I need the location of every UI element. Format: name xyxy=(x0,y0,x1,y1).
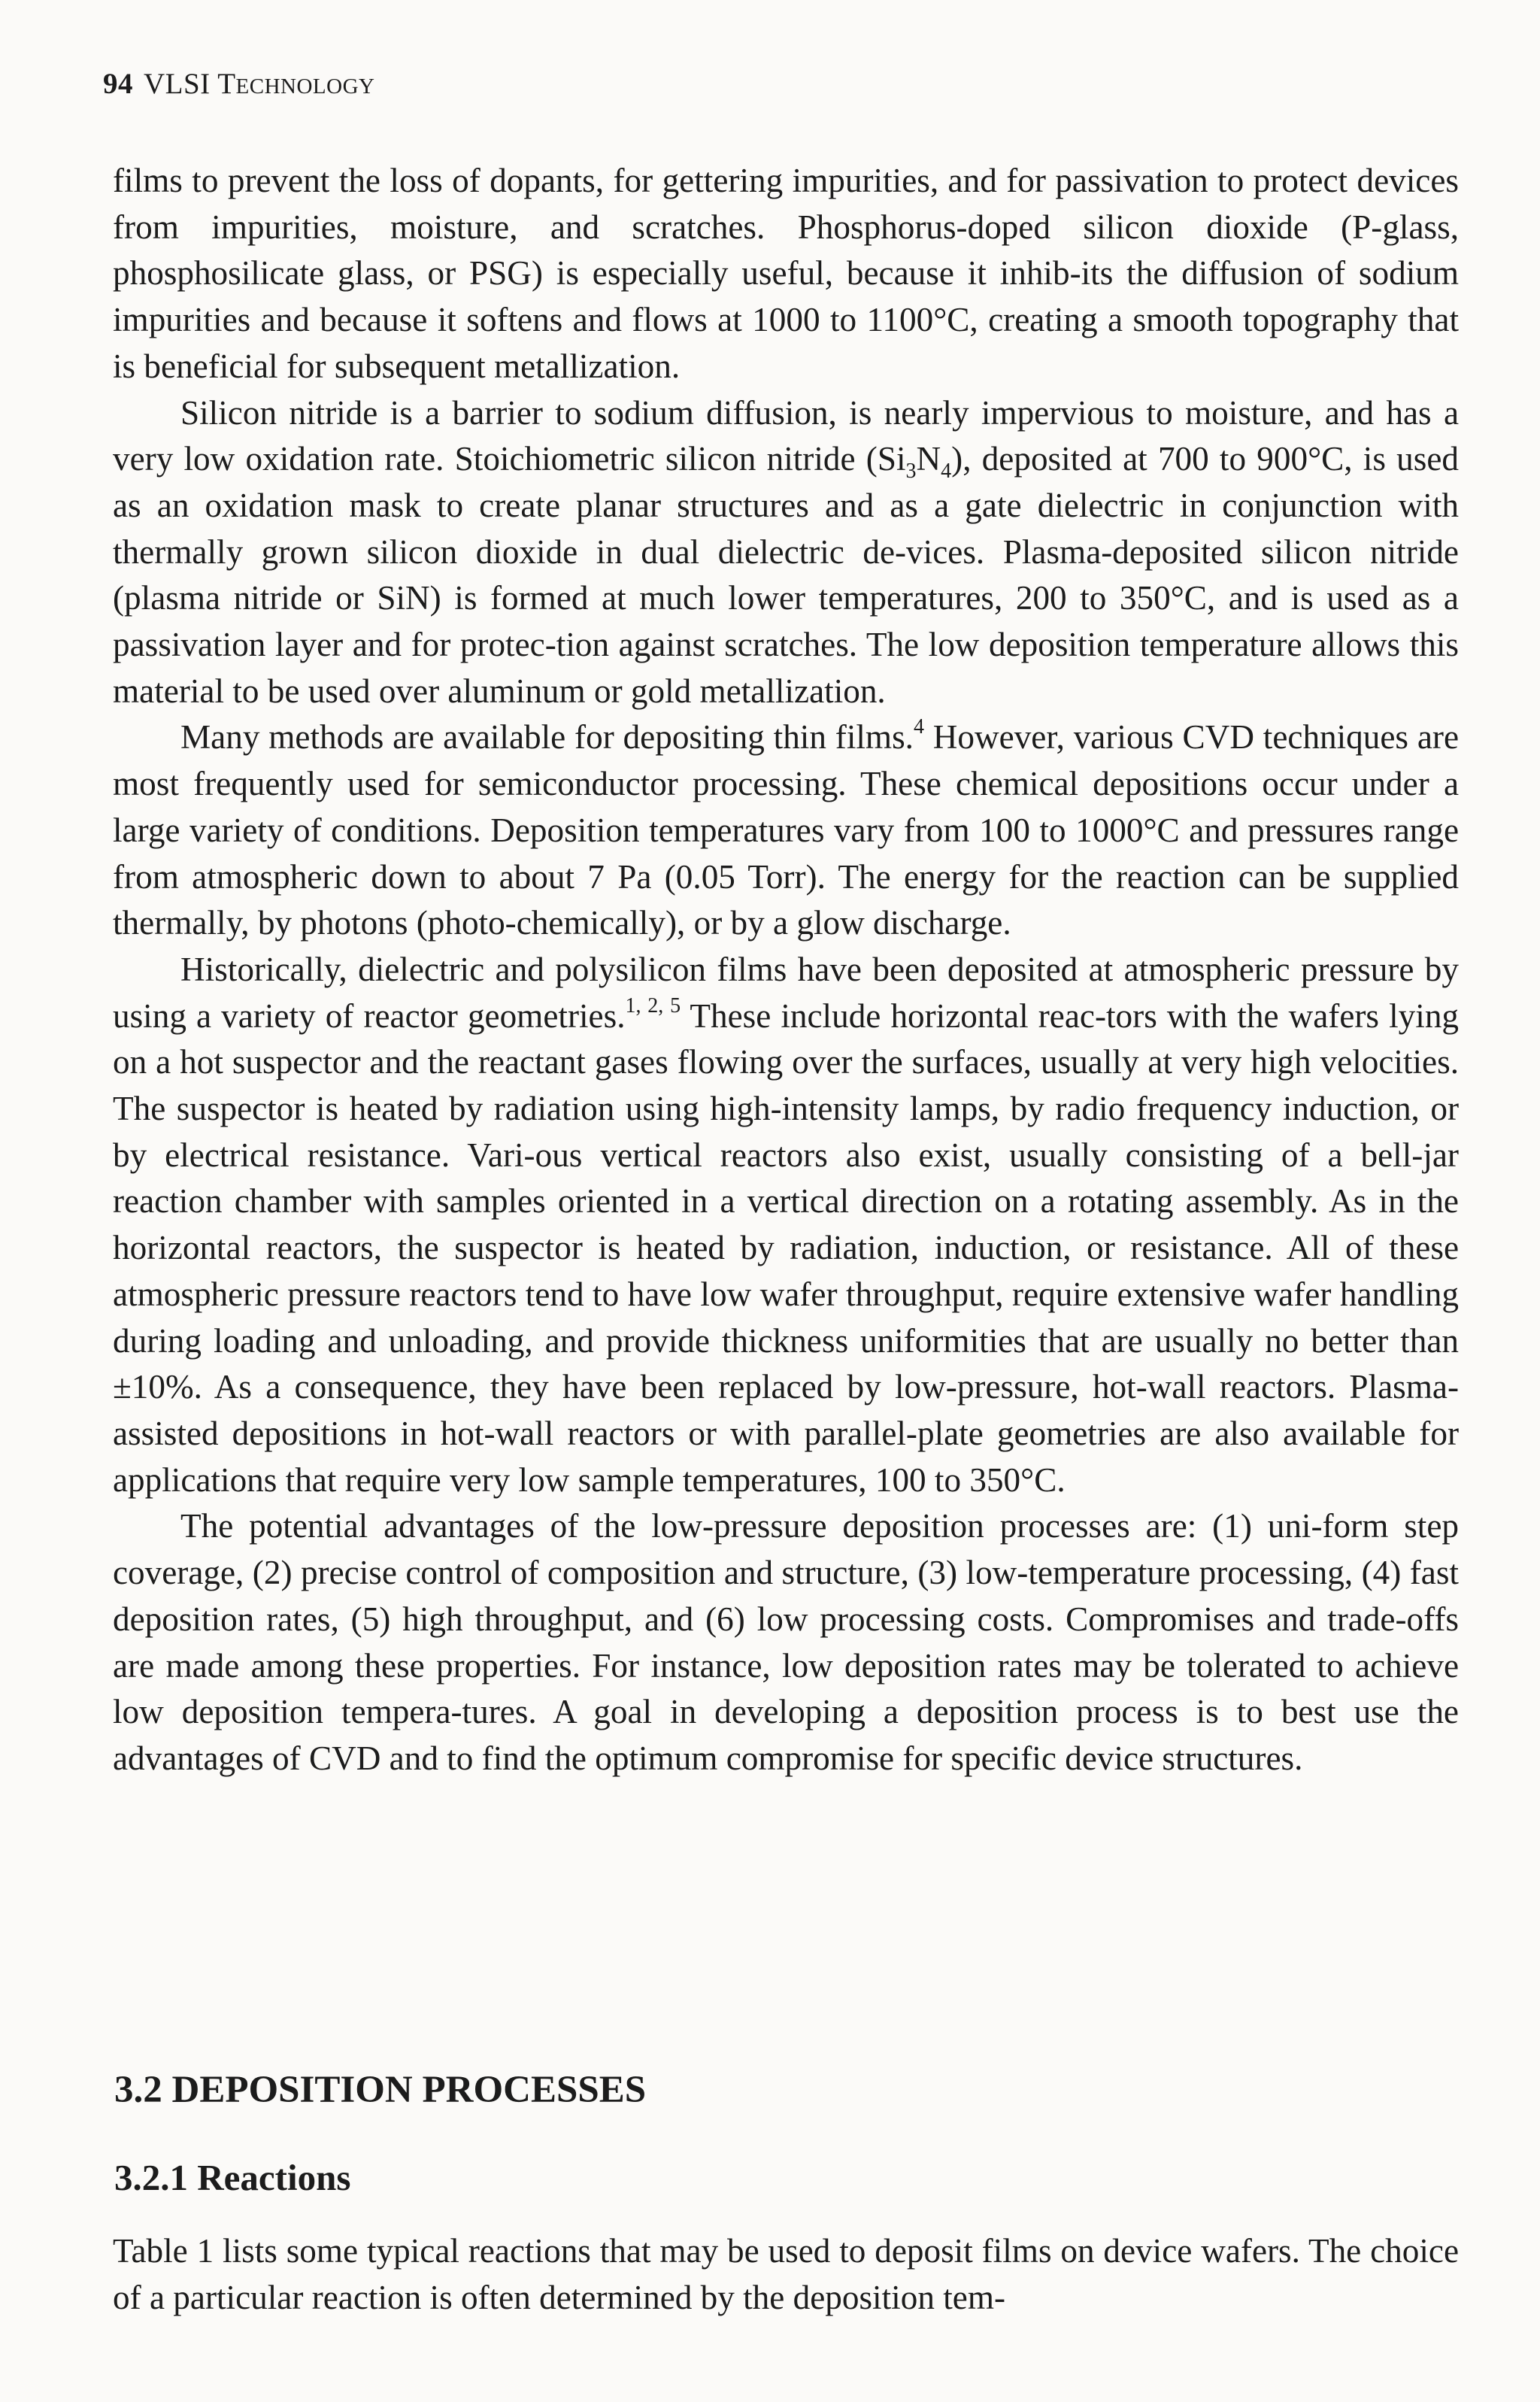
footnote-ref: 4 xyxy=(913,715,924,739)
text-run: The potential advantages of the low-pressure deposition processes are: (1) uni-form step coverage, (2) precise control of composition and structure, (3) low-temperature processing, (4) fast deposition rates, (5) high throughput, and (6) low processing costs. Compromises and trade-offs are made among these properties. For instance, low deposition rates may be tolerated to achieve low deposition tempera-tures. A goal in developing a deposition process is to best use the advantages of CVD and to find the optimum compromise for specific device structures. xyxy=(113,1507,1459,1777)
subscript: 4 xyxy=(941,459,952,484)
paragraph xyxy=(113,1503,1459,1782)
paragraph xyxy=(113,947,1459,1503)
subsection-heading: 3.2.1 Reactions xyxy=(114,2157,351,2198)
running-head xyxy=(103,65,374,106)
running-title-initial: T xyxy=(217,68,236,100)
paragraph: Table 1 lists some typical reactions that may be used to deposit films on device wafers. The choice of a particular reaction is often determined by the deposition tem- xyxy=(113,2232,1459,2316)
text-run: However, various CVD techniques are most frequently used for semiconductor processing. These chemical depositions occur under a large variety of conditions. Deposition temperatures vary from 100 to 1000°C and pressures range from atmospheric down to about 7 Pa (0.05 Torr). The energy for the reaction can be supplied thermally, by photons (photo-chemically), or by a glow discharge. xyxy=(113,718,1459,942)
text-run: ), deposited at 700 to 900°C, is used as an oxidation mask to create planar structures and as a gate dielectric in conjunction with thermally grown silicon dioxide in dual dielectric de-vices. Plasma-deposited silicon nitride (plasma nitride or SiN) is formed at much lower temperatures, 200 to 350°C, and is used as a passivation layer and for protec-tion against scratches. The low deposition temperature allows this material to be used over aluminum or gold metallization. xyxy=(113,440,1459,710)
text-run: films to prevent the loss of dopants, for gettering impurities, and for passivation to protect devices from impurities, moisture, and scratches. Phosphorus-doped silicon dioxide (P-glass, phosphosilicate glass, or PSG) is especially useful, because it inhib-its the diffusion of sodium impurities and because it softens and flows at 1000 to 1100°C, creating a smooth topography that is beneficial for subsequent metallization. xyxy=(113,162,1459,385)
text-run: Historically, dielectric and polysilicon films have been deposited at atmospheric pressure by using a variety of reactor geometries. xyxy=(113,950,1459,1035)
text-run: Silicon nitride is a barrier to sodium diffusion, is nearly impervious to moisture, and has a very low oxidation rate. Stoichiometric silicon nitride (Si xyxy=(113,393,1459,478)
paragraph xyxy=(113,390,1459,715)
text-run: N xyxy=(916,440,941,478)
subscript: 3 xyxy=(905,459,917,484)
paragraph xyxy=(113,158,1459,390)
footnote-ref: 1, 2, 5 xyxy=(625,993,681,1018)
section-heading: 3.2 DEPOSITION PROCESSES xyxy=(114,2069,647,2111)
running-title-prefix: VLSI xyxy=(144,68,218,100)
page-number: 94 xyxy=(103,68,133,100)
running-title-rest: ECHNOLOGY xyxy=(235,74,375,99)
paragraph xyxy=(113,714,1459,947)
text-run: These include horizontal reac-tors with the wafers lying on a hot suspector and the reactant gases flowing over the surfaces, usually at very high velocities. The suspector is heated by radiation using high-intensity lamps, by radio frequency induction, or by electrical resistance. Vari-ous vertical reactors also exist, usually consisting of a bell-jar reaction chamber with samples oriented in a vertical direction on a rotating assembly. As in the horizontal reactors, the suspector is heated by radiation, induction, or resistance. All of these atmospheric pressure reactors tend to have low wafer throughput, require extensive wafer handling during loading and unloading, and provide thickness uniformities that are usually no better than ±10%. As a consequence, they have been replaced by low-pressure, hot-wall reactors. Plasma-assisted depositions in hot-wall reactors or with parallel-plate geometries are also available for applications that require very low sample temperatures, 100 to 350°C. xyxy=(113,996,1460,1499)
body-text xyxy=(113,158,1459,1782)
body-text-continued xyxy=(113,2228,1459,2321)
text-run: Many methods are available for depositing thin films. xyxy=(180,718,914,757)
